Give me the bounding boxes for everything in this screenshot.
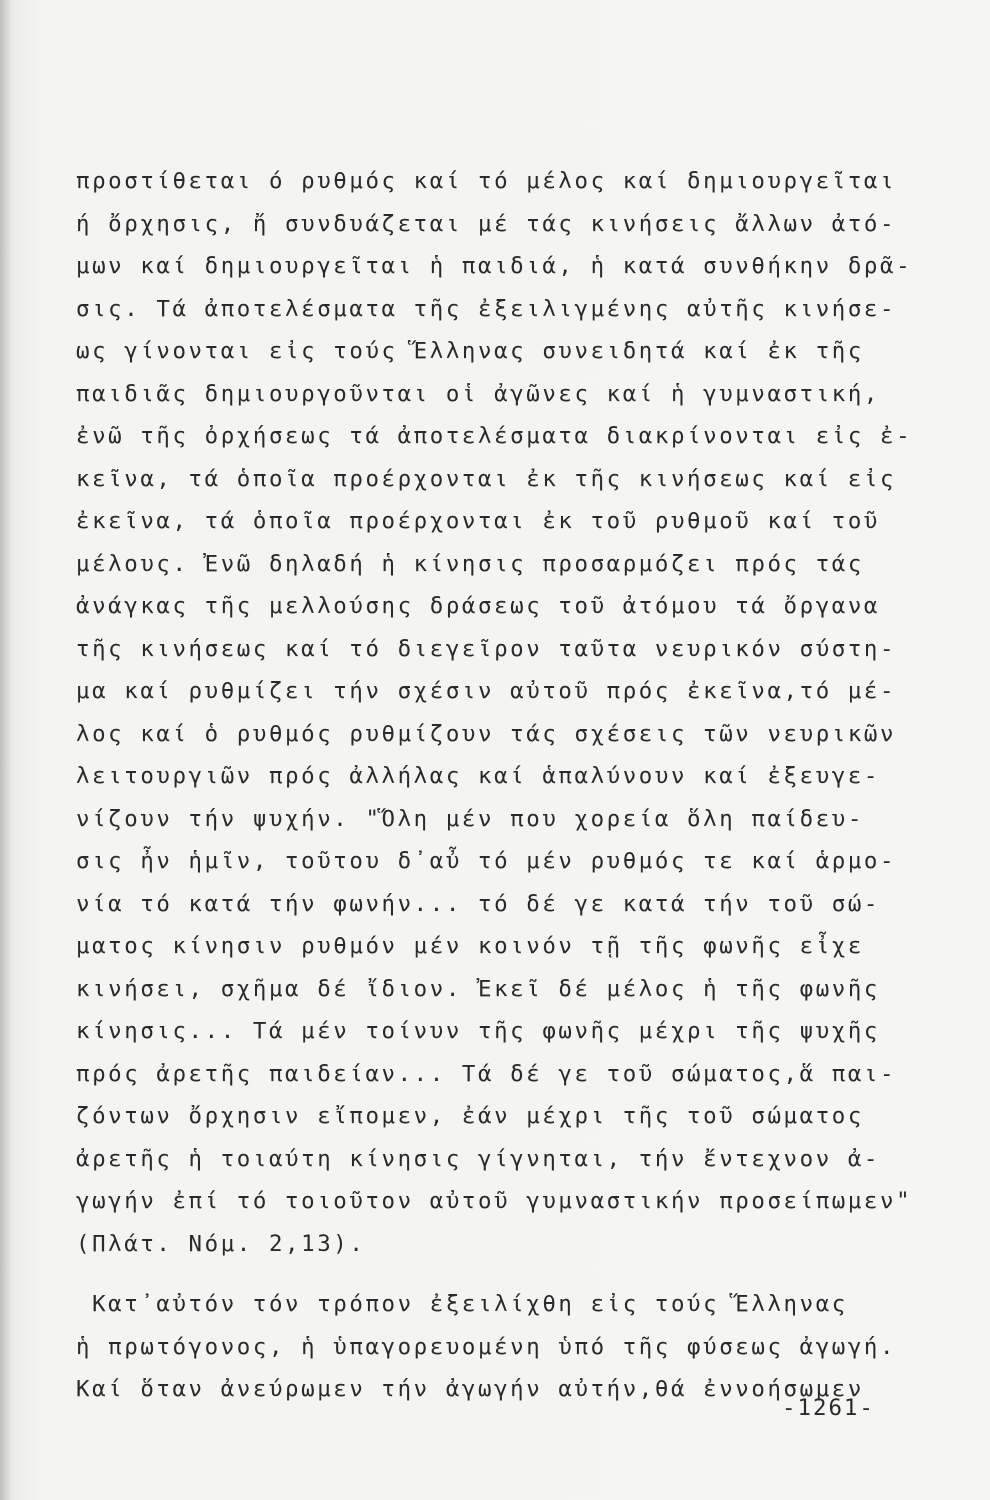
text-line: πρός ἀρετῆς παιδείαν... Τά δέ γε τοῦ σώματος,ἅ παι- — [76, 1060, 897, 1087]
text-line: Κατ᾽αὐτόν τόν τρόπον ἐξειλίχθη εἰς τούς Ἕλληνας — [76, 1291, 848, 1317]
text-line: τῆς κινήσεως καί τό διεγεῖρον ταῦτα νευρικόν σύστη- — [76, 635, 897, 662]
paragraph-gap — [76, 1265, 956, 1283]
text-line: σις. Τά ἀποτελέσματα τῆς ἐξειλιγμένης αὐτῆς κινήσε- — [76, 295, 897, 322]
text-line: ἡ πρωτόγονος, ἡ ὑπαγορευομένη ὑπό τῆς φύσεως ἀγωγή. — [76, 1333, 897, 1360]
text-line: μέλους. Ἐνῶ δηλαδή ἡ κίνησις προσαρμόζει πρός τάς — [76, 550, 864, 577]
text-line: μα καί ρυθμίζει τήν σχέσιν αὐτοῦ πρός ἐκεῖνα,τό μέ- — [76, 678, 897, 704]
text-line: λος καί ὁ ρυθμός ρυθμίζουν τάς σχέσεις τῶν νευρικῶν — [76, 720, 897, 747]
text-line: παιδιᾶς δημιουργοῦνται οἱ ἀγῶνες καί ἡ γυμναστική, — [76, 380, 881, 407]
text-line: νίζουν τήν ψυχήν. "Ὅλη μέν που χορεία ὅλη παίδευ- — [76, 805, 864, 832]
text-line: κεῖνα, τά ὁποῖα προέρχονται ἐκ τῆς κινήσεως καί εἰς — [76, 465, 897, 492]
paragraph-1 — [76, 160, 956, 1265]
text-line: ἐνῶ τῆς ὀρχήσεως τά ἀποτελέσματα διακρίνονται εἰς ἐ- — [76, 423, 913, 449]
text-line: ἐκεῖνα, τά ὁποῖα προέρχονται ἐκ τοῦ ρυθμοῦ καί τοῦ — [76, 508, 881, 534]
text-line: κινήσει, σχῆμα δέ ἴδιον. Ἐκεῖ δέ μέλος ἡ τῆς φωνῆς — [76, 975, 881, 1002]
body-text — [76, 160, 956, 1411]
text-line: ζόντων ὄρχησιν εἴπομεν, ἐάν μέχρι τῆς τοῦ σώματος — [76, 1103, 864, 1129]
text-line: μων καί δημιουργεῖται ἡ παιδιά, ἡ κατά συνθήκην δρᾶ- — [76, 253, 913, 279]
text-line: ως γίνονται εἰς τούς Ἕλληνας συνειδητά καί ἐκ τῆς — [76, 338, 864, 364]
text-line: ή ὄρχησις, ἤ συνδυάζεται μέ τάς κινήσεις ἄλλων ἀτό- — [76, 210, 897, 237]
text-line: ματος κίνησιν ρυθμόν μέν κοινόν τῇ τῆς φωνῆς εἶχε — [76, 933, 864, 959]
binding-edge — [0, 0, 10, 1500]
text-line: προστίθεται ό ρυθμός καί τό μέλος καί δημιουργεῖται — [76, 168, 897, 194]
text-line: λειτουργιῶν πρός ἀλλήλας καί ἁπαλύνουν καί ἐξευγε- — [76, 763, 881, 789]
text-line: σις ἦν ἡμῖν, τοῦτου δ᾽αὖ τό μέν ρυθμός τε καί ἁρμο- — [76, 848, 897, 874]
text-line: Καί ὅταν ἀνεύρωμεν τήν ἀγωγήν αὐτήν,θά ἐννοήσωμεν — [76, 1376, 864, 1402]
text-line: κίνησις... Τά μέν τοίνυν τῆς φωνῆς μέχρι τῆς ψυχῆς — [76, 1018, 881, 1044]
page-number: -1261- — [782, 1395, 875, 1421]
text-line: ἀρετῆς ἡ τοιαύτη κίνησις γίγνηται, τήν ἔντεχνον ἀ- — [76, 1145, 881, 1172]
text-line: ἀνάγκας τῆς μελλούσης δράσεως τοῦ ἀτόμου τά ὄργανα — [76, 593, 881, 619]
text-line: νία τό κατά τήν φωνήν... τό δέ γε κατά τήν τοῦ σώ- — [76, 890, 881, 917]
paragraph-2 — [76, 1283, 956, 1411]
text-line: (Πλάτ. Νόμ. 2,13). — [76, 1230, 366, 1257]
text-line: γωγήν ἐπί τό τοιοῦτον αὐτοῦ γυμναστικήν προσείπωμεν" — [76, 1188, 913, 1214]
